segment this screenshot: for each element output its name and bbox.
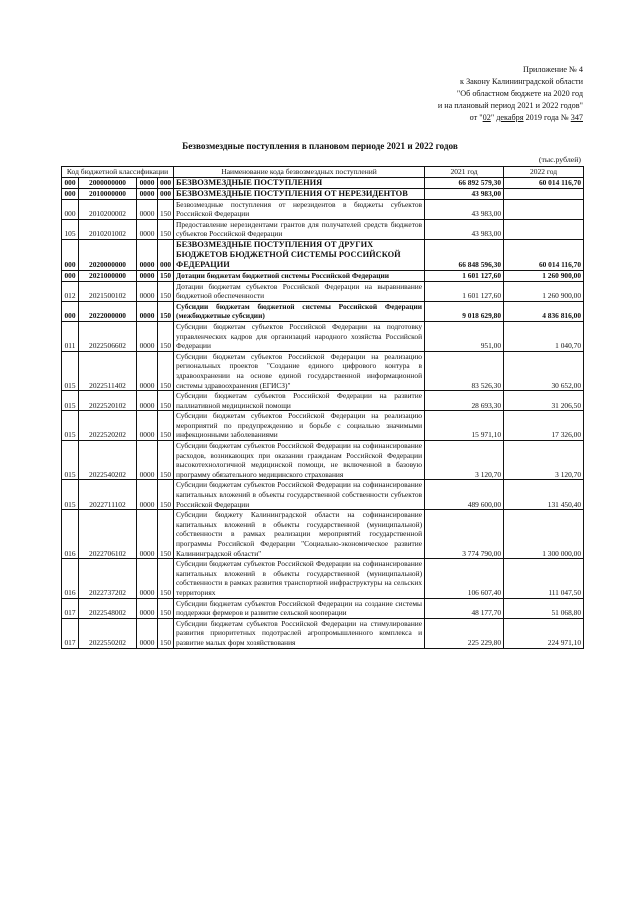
code-economic: 000	[158, 239, 174, 270]
value-2022: 1 260 900,00	[504, 270, 584, 281]
code-economic: 150	[158, 301, 174, 321]
law-title-line1: "Об областном бюджете на 2020 год	[456, 89, 583, 98]
code-economic: 150	[158, 598, 174, 618]
code-program: 0000	[137, 281, 158, 301]
code-admin: 011	[62, 321, 79, 351]
code-admin: 017	[62, 598, 79, 618]
table-row	[62, 188, 584, 199]
code-program: 0000	[137, 598, 158, 618]
item-name: Субсидии бюджетам субъектов Российской Федерации на стимулирование развития приоритетных подотраслей агропромышленного комплекса и развитие малых форм хозяйствования	[174, 618, 425, 648]
code-main: 2022000000	[79, 301, 137, 321]
code-main: 2010200002	[79, 199, 137, 219]
code-main: 2021000000	[79, 270, 137, 281]
code-economic: 150	[158, 219, 174, 239]
code-admin: 015	[62, 411, 79, 441]
value-2021: 9 018 629,80	[425, 301, 504, 321]
code-admin: 015	[62, 441, 79, 480]
item-name: БЕЗВОЗМЕЗДНЫЕ ПОСТУПЛЕНИЯ	[174, 177, 425, 188]
code-economic: 150	[158, 270, 174, 281]
code-main: 2022520202	[79, 411, 137, 441]
code-program: 0000	[137, 559, 158, 598]
code-admin: 000	[62, 177, 79, 188]
code-economic: 150	[158, 559, 174, 598]
table-row	[62, 441, 584, 480]
document-title: Безвозмездные поступления в плановом периоде 2021 и 2022 годов	[182, 141, 458, 151]
code-main: 2021500102	[79, 281, 137, 301]
table-row	[62, 270, 584, 281]
law-day: 02	[482, 113, 491, 122]
item-name: Субсидии бюджетам субъектов Российской Федерации на реализацию мероприятий по предупреждению и борьбе с социально значимыми инфекционными заболеваниями	[174, 411, 425, 441]
value-2021: 83 526,30	[425, 351, 504, 390]
code-admin: 012	[62, 281, 79, 301]
value-2021: 225 229,80	[425, 618, 504, 648]
code-admin: 017	[62, 618, 79, 648]
table-row	[62, 598, 584, 618]
code-economic: 150	[158, 480, 174, 510]
table-row	[62, 391, 584, 411]
value-2021: 28 693,30	[425, 391, 504, 411]
item-name: Субсидии бюджетам бюджетной системы Российской Федерации (межбюджетные субсидии)	[174, 301, 425, 321]
item-name: Предоставление нерезидентами грантов для получателей средств бюджетов субъектов Российской Федерации	[174, 219, 425, 239]
item-name: Субсидии бюджетам субъектов Российской Федерации на подготовку управленческих кадров для организаций народного хозяйства Российской Федерации	[174, 321, 425, 351]
code-admin: 000	[62, 301, 79, 321]
code-admin: 000	[62, 239, 79, 270]
column-header-code: Код бюджетной классификации	[62, 167, 174, 178]
law-reference: к Закону Калининградской области	[460, 77, 583, 86]
value-2022: 131 450,40	[504, 480, 584, 510]
value-2022: 1 040,70	[504, 321, 584, 351]
code-main: 2022511402	[79, 351, 137, 390]
code-main: 2022548002	[79, 598, 137, 618]
item-name: Субсидии бюджетам субъектов Российской Федерации на софинансирование капитальных вложений в объекты государственной (муниципальной) собственности в рамках развития транспортной инфраструктуры на сельских территориях	[174, 559, 425, 598]
code-program: 0000	[137, 441, 158, 480]
code-program: 0000	[137, 391, 158, 411]
table-row	[62, 199, 584, 219]
code-main: 2022506602	[79, 321, 137, 351]
code-main: 2022711102	[79, 480, 137, 510]
item-name: Субсидии бюджетам субъектов Российской Федерации на создание системы поддержки фермеров и развитие сельской кооперации	[174, 598, 425, 618]
table-row	[62, 618, 584, 648]
code-program: 0000	[137, 351, 158, 390]
code-main: 2020000000	[79, 239, 137, 270]
table-row	[62, 510, 584, 559]
value-2022	[504, 188, 584, 199]
code-program: 0000	[137, 480, 158, 510]
value-2022: 1 260 900,00	[504, 281, 584, 301]
table-row	[62, 321, 584, 351]
code-program: 0000	[137, 199, 158, 219]
column-header-2022: 2022 год	[504, 167, 584, 178]
value-2022: 3 120,70	[504, 441, 584, 480]
revenue-table	[61, 166, 584, 649]
value-2021: 66 848 596,30	[425, 239, 504, 270]
law-date-line: от "02" декабря 2019 года № 347	[469, 113, 583, 122]
value-2022: 224 971,10	[504, 618, 584, 648]
table-row	[62, 281, 584, 301]
item-name: Субсидии бюджетам субъектов Российской Федерации на софинансирование расходов, возникающих при оказании гражданам Российской Федерации высокотехнологичной медицинской помощи, не включенной в базовую программу обязательного медицинского страхования	[174, 441, 425, 480]
value-2021: 951,00	[425, 321, 504, 351]
code-admin: 000	[62, 270, 79, 281]
code-program: 0000	[137, 321, 158, 351]
code-admin: 015	[62, 480, 79, 510]
value-2021: 3 120,70	[425, 441, 504, 480]
table-row	[62, 177, 584, 188]
item-name: Субсидии бюджетам субъектов Российской Федерации на развитие паллиативной медицинской помощи	[174, 391, 425, 411]
code-economic: 000	[158, 177, 174, 188]
table-row	[62, 219, 584, 239]
law-month: декабря	[496, 113, 524, 122]
value-2022: 4 836 816,00	[504, 301, 584, 321]
code-main: 2022737202	[79, 559, 137, 598]
code-main: 2022540202	[79, 441, 137, 480]
table-row	[62, 239, 584, 270]
value-2021: 1 601 127,60	[425, 281, 504, 301]
code-admin: 000	[62, 199, 79, 219]
code-economic: 150	[158, 351, 174, 390]
value-2021: 66 892 579,30	[425, 177, 504, 188]
code-economic: 150	[158, 510, 174, 559]
code-economic: 150	[158, 441, 174, 480]
item-name: Субсидии бюджетам субъектов Российской Федерации на реализацию региональных проектов "Создание единого цифрового контура в здравоохранении на основе единой государственной информационной системы здравоохранения (ЕГИСЗ)"	[174, 351, 425, 390]
code-economic: 150	[158, 391, 174, 411]
code-economic: 150	[158, 321, 174, 351]
code-main: 2022550202	[79, 618, 137, 648]
value-2021: 43 983,00	[425, 188, 504, 199]
value-2022: 31 206,50	[504, 391, 584, 411]
column-header-2021: 2021 год	[425, 167, 504, 178]
value-2021: 43 983,00	[425, 219, 504, 239]
code-program: 0000	[137, 177, 158, 188]
table-row	[62, 411, 584, 441]
code-main: 2000000000	[79, 177, 137, 188]
table-row	[62, 559, 584, 598]
code-program: 0000	[137, 510, 158, 559]
code-program: 0000	[137, 239, 158, 270]
code-admin: 015	[62, 391, 79, 411]
value-2021: 3 774 790,00	[425, 510, 504, 559]
code-admin: 015	[62, 351, 79, 390]
value-2021: 43 983,00	[425, 199, 504, 219]
value-2021: 1 601 127,60	[425, 270, 504, 281]
item-name: Дотации бюджетам бюджетной системы Российской Федерации	[174, 270, 425, 281]
item-name: Субсидии бюджетам субъектов Российской Федерации на софинансирование капитальных вложений в объекты государственной собственности субъектов Российской Федерации	[174, 480, 425, 510]
code-program: 0000	[137, 301, 158, 321]
table-body	[62, 177, 584, 648]
code-program: 0000	[137, 618, 158, 648]
value-2022: 51 068,80	[504, 598, 584, 618]
item-name: Субсидии бюджету Калининградской области на софинансирование капитальных вложений в объекты государственной (муниципальной) собственности в рамках реализации мероприятий государственной программы Российской Федерации "Социально-экономическое развитие Калининградской области"	[174, 510, 425, 559]
unit-label: (тыс.рублей)	[538, 155, 581, 164]
value-2022: 60 014 116,70	[504, 239, 584, 270]
value-2021: 48 177,70	[425, 598, 504, 618]
code-main: 2010000000	[79, 188, 137, 199]
value-2022: 111 047,50	[504, 559, 584, 598]
column-header-name: Наименование кода безвозмездных поступлений	[174, 167, 425, 178]
code-economic: 150	[158, 411, 174, 441]
table-row	[62, 480, 584, 510]
table-header-row	[62, 167, 584, 178]
code-admin: 105	[62, 219, 79, 239]
code-program: 0000	[137, 411, 158, 441]
code-program: 0000	[137, 188, 158, 199]
item-name: БЕЗВОЗМЕЗДНЫЕ ПОСТУПЛЕНИЯ ОТ НЕРЕЗИДЕНТОВ	[174, 188, 425, 199]
table-row	[62, 301, 584, 321]
table-row	[62, 351, 584, 390]
code-economic: 000	[158, 188, 174, 199]
code-admin: 016	[62, 510, 79, 559]
code-main: 2010201002	[79, 219, 137, 239]
value-2021: 15 971,10	[425, 411, 504, 441]
law-title-line2: и на плановый период 2021 и 2022 годов"	[437, 101, 583, 110]
appendix-number: Приложение № 4	[523, 65, 583, 74]
code-program: 0000	[137, 219, 158, 239]
code-admin: 016	[62, 559, 79, 598]
appendix-header	[323, 64, 583, 124]
item-name: Дотации бюджетам субъектов Российской Федерации на выравнивание бюджетной обеспеченности	[174, 281, 425, 301]
value-2022	[504, 219, 584, 239]
code-main: 2022520102	[79, 391, 137, 411]
value-2021: 489 600,00	[425, 480, 504, 510]
law-number: 347	[570, 113, 583, 122]
code-economic: 150	[158, 281, 174, 301]
value-2022: 17 326,00	[504, 411, 584, 441]
value-2021: 106 607,40	[425, 559, 504, 598]
value-2022: 60 014 116,70	[504, 177, 584, 188]
code-program: 0000	[137, 270, 158, 281]
value-2022: 1 300 000,00	[504, 510, 584, 559]
code-admin: 000	[62, 188, 79, 199]
item-name: Безвозмездные поступления от нерезидентов в бюджеты субъектов Российской Федерации	[174, 199, 425, 219]
value-2022: 30 652,00	[504, 351, 584, 390]
item-name: БЕЗВОЗМЕЗДНЫЕ ПОСТУПЛЕНИЯ ОТ ДРУГИХ БЮДЖЕТОВ БЮДЖЕТНОЙ СИСТЕМЫ РОССИЙСКОЙ ФЕДЕРАЦИИ	[174, 239, 425, 270]
code-economic: 150	[158, 618, 174, 648]
value-2022	[504, 199, 584, 219]
code-economic: 150	[158, 199, 174, 219]
code-main: 2022706102	[79, 510, 137, 559]
